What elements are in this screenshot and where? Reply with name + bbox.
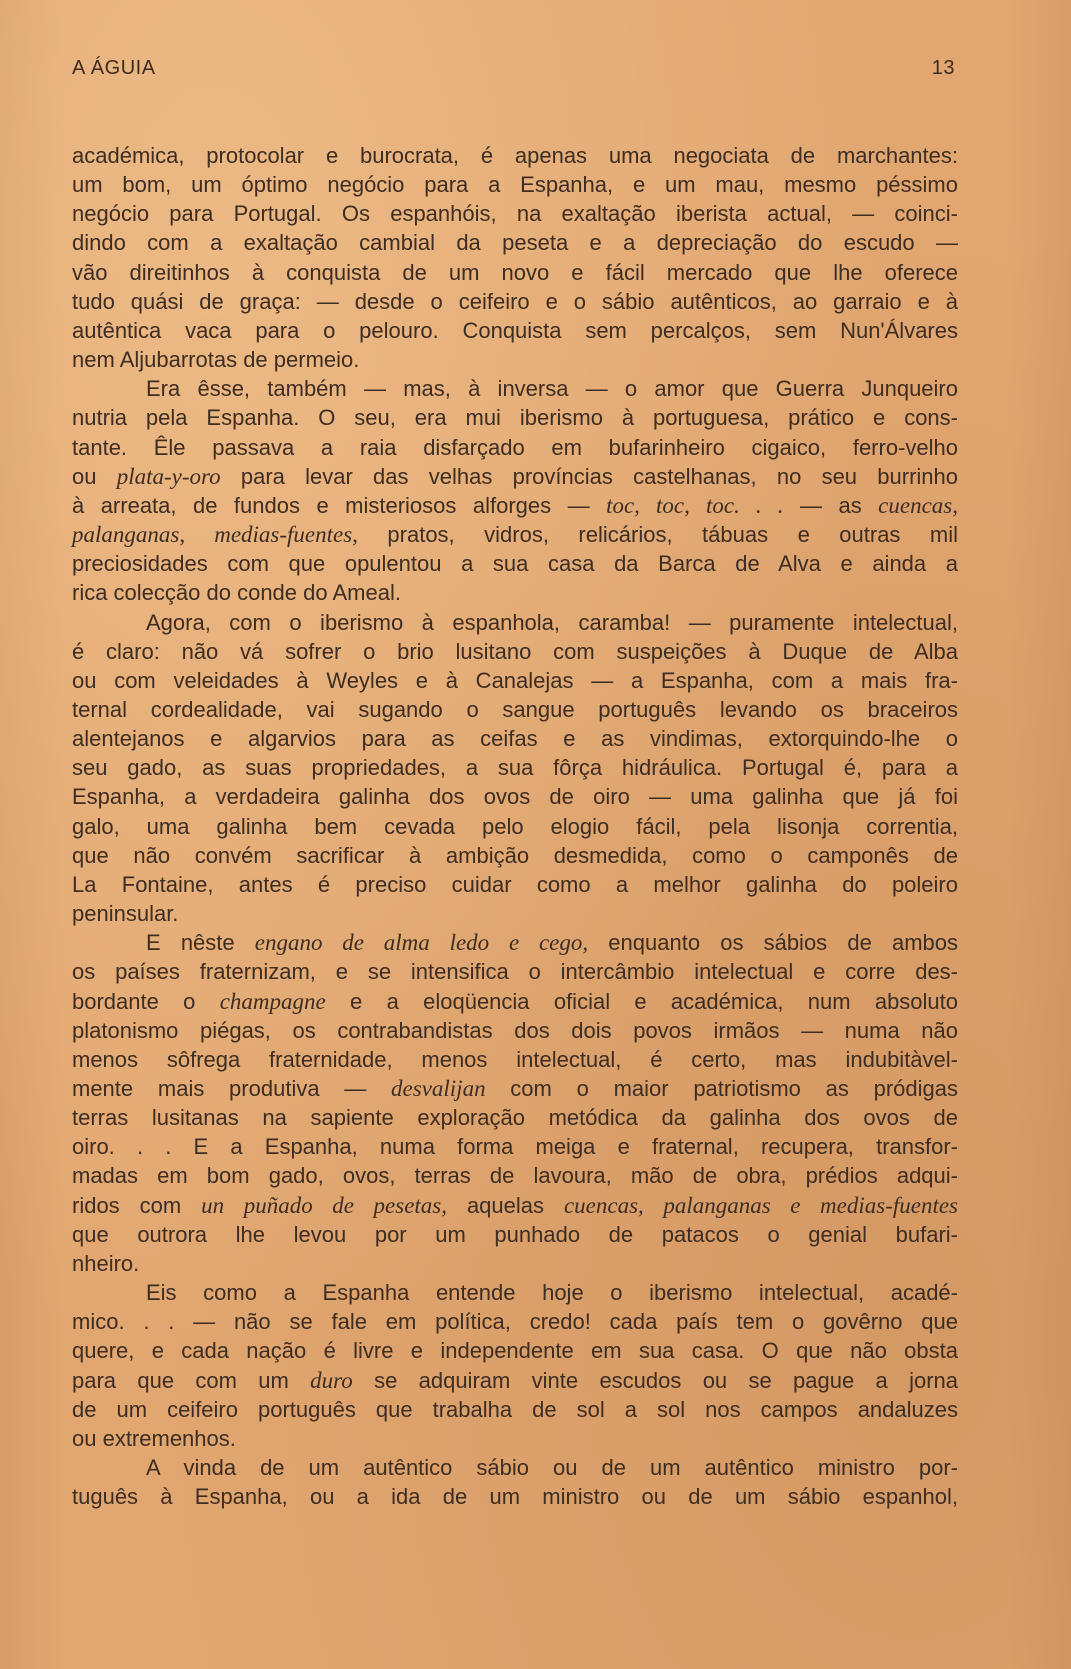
text-line	[72, 1103, 958, 1132]
text-run: E nêste	[146, 930, 255, 956]
text-run: mico. . . — não se fale em política, credo! cada país tem o govêrno que	[72, 1309, 958, 1335]
text-line	[72, 1307, 958, 1336]
text-line	[72, 753, 958, 782]
text-line	[72, 228, 958, 257]
text-run: e a eloqüencia oficial e académica, num absoluto	[325, 988, 959, 1014]
text-run: é claro: não vá sofrer o brio lusitano com suspeições à Duque de Alba	[72, 638, 958, 664]
text-line	[72, 1453, 958, 1482]
text-line	[72, 1132, 958, 1161]
text-line	[72, 608, 958, 637]
italic-phrase: desvalijan	[391, 1076, 486, 1101]
italic-phrase: champagne	[219, 988, 326, 1014]
text-run: tante. Êle passava a raia disfarçado em bufarinheiro cigaico, ferro-velho	[72, 434, 958, 460]
text-line	[72, 170, 958, 199]
text-run: autêntica vaca para o pelouro. Conquista sem percalços, sem Nun'Álvares	[72, 317, 958, 343]
page-number: 13	[931, 57, 955, 79]
text-run: que outrora lhe levou por um punhado de patacos o genial bufari-	[72, 1221, 958, 1247]
text-line	[72, 1191, 958, 1220]
text-line	[72, 199, 958, 228]
text-run: tuguês à Espanha, ou a ida de um ministro ou de um sábio espanhol,	[72, 1484, 958, 1510]
text-line	[72, 374, 958, 403]
text-line	[72, 403, 958, 432]
text-run: peninsular.	[72, 901, 179, 927]
text-run: dindo com a exaltação cambial da peseta e a depreciação do escudo —	[72, 230, 958, 256]
text-run: se adquiram vinte escudos ou se pague a jorna	[352, 1367, 959, 1393]
italic-phrase: cuencas,	[878, 492, 958, 518]
text-run: académica, protocolar e burocrata, é apenas uma negociata de marchantes:	[72, 143, 958, 168]
text-line	[72, 433, 958, 462]
running-title: A ÁGUIA	[72, 57, 156, 79]
text-line	[72, 258, 958, 287]
text-run: à arreata, de fundos e misteriosos alforges —	[72, 492, 607, 518]
text-line	[72, 462, 958, 491]
text-line	[72, 1366, 958, 1395]
text-line	[72, 345, 958, 374]
text-line	[72, 287, 958, 316]
text-line	[72, 1045, 958, 1074]
text-line	[72, 1395, 958, 1424]
text-run: menos sôfrega fraternidade, menos intelectual, é certo, mas indubitàvel-	[72, 1046, 958, 1072]
text-run: ridos com	[72, 1192, 202, 1218]
text-line	[72, 1278, 958, 1307]
text-run: oiro. . . E a Espanha, numa forma meiga e fraternal, recupera, transfor-	[72, 1134, 958, 1160]
text-run: platonismo piégas, os contrabandistas dos dois povos irmãos — numa não	[72, 1017, 958, 1043]
text-run: Eis como a Espanha entende hoje o iberismo intelectual, acadé-	[146, 1280, 958, 1306]
text-run: seu gado, as suas propriedades, a sua fôrça hidráulica. Portugal é, para a	[72, 755, 958, 781]
italic-phrase: engano de alma ledo e cego,	[254, 930, 589, 956]
text-line	[72, 666, 958, 695]
text-run: preciosidades com que opulentou a sua casa da Barca de Alva e ainda a	[72, 551, 958, 577]
text-line	[72, 491, 958, 520]
text-line	[72, 928, 958, 957]
text-run: negócio para Portugal. Os espanhóis, na exaltação iberista actual, — coinci-	[72, 201, 958, 227]
text-run: nheiro.	[72, 1250, 140, 1276]
text-run: pratos, vidros, relicários, tábuas e outras mil	[357, 522, 959, 548]
text-run: mente mais produtiva —	[72, 1076, 392, 1101]
text-line	[72, 1482, 958, 1511]
italic-phrase: cuencas, palanganas e medias-fuentes	[563, 1192, 959, 1218]
text-run: Era êsse, também — mas, à inversa — o amor que Guerra Junqueiro	[146, 376, 958, 402]
text-run: — as	[783, 492, 879, 518]
text-run: aquelas	[447, 1192, 564, 1218]
text-line	[72, 1249, 958, 1278]
text-run: um bom, um óptimo negócio para a Espanha, e um mau, mesmo péssimo	[72, 172, 958, 198]
text-run: ou	[72, 463, 117, 489]
text-line	[72, 695, 958, 724]
text-line	[72, 812, 958, 841]
text-line	[72, 141, 958, 170]
italic-phrase: plata-y-oro	[116, 463, 221, 489]
text-line	[72, 841, 958, 870]
text-run: para levar das velhas províncias castelhanas, no seu burrinho	[220, 463, 958, 489]
text-line	[72, 870, 958, 899]
text-run: quere, e cada nação é livre e independente em sua casa. O que não obsta	[72, 1338, 958, 1364]
text-run: madas em bom gado, ovos, terras de lavoura, mão de obra, prédios adqui-	[72, 1163, 958, 1189]
text-run: nem Aljubarrotas de permeio.	[72, 347, 360, 373]
text-run: com o maior patriotismo as pródigas	[485, 1076, 959, 1101]
text-run: A vinda de um autêntico sábio ou de um autêntico ministro por-	[146, 1455, 958, 1481]
text-line	[72, 1016, 958, 1045]
text-line	[72, 987, 958, 1016]
italic-phrase: duro	[310, 1367, 353, 1393]
text-run: Agora, com o iberismo à espanhola, caramba! — puramente intelectual,	[146, 609, 958, 635]
text-run: ou com veleidades à Weyles e à Canalejas — a Espanha, com a mais fra-	[72, 667, 958, 693]
text-run: Espanha, a verdadeira galinha dos ovos de oiro — uma galinha que já foi	[72, 784, 958, 810]
text-line	[72, 724, 958, 753]
text-run: terras lusitanas na sapiente exploração metódica da galinha dos ovos de	[72, 1105, 958, 1131]
text-line	[72, 316, 958, 345]
text-line	[72, 1220, 958, 1249]
text-run: que não convém sacrificar à ambição desmedida, como o camponês de	[72, 842, 958, 868]
text-run: para que com um	[72, 1367, 311, 1393]
italic-phrase: palanganas, medias-fuentes,	[72, 522, 358, 548]
text-run: de um ceifeiro português que trabalha de sol a sol nos campos andaluzes	[72, 1396, 958, 1422]
text-run: nutria pela Espanha. O seu, era mui iberismo à portuguesa, prático e cons-	[72, 405, 958, 431]
text-line	[72, 1161, 958, 1190]
text-line	[72, 637, 958, 666]
body-text	[72, 141, 958, 1511]
text-line	[72, 1074, 958, 1103]
text-run: tudo quási de graça: — desde o ceifeiro e o sábio autênticos, ao garraio e à	[72, 288, 958, 314]
text-line	[72, 899, 958, 928]
italic-phrase: toc, toc, toc. . .	[606, 492, 784, 518]
text-run: os países fraternizam, e se intensifica o intercâmbio intelectual e corre des-	[72, 959, 958, 985]
text-run: enquanto os sábios de ambos	[588, 930, 958, 956]
text-line	[72, 549, 958, 578]
text-run: ou extremenhos.	[72, 1425, 236, 1451]
text-run: alentejanos e algarvios para as ceifas e as vindimas, extorquindo-lhe o	[72, 726, 958, 752]
italic-phrase: un puñado de pesetas,	[201, 1192, 448, 1218]
text-line	[72, 578, 958, 607]
text-run: vão direitinhos à conquista de um novo e fácil mercado que lhe oferece	[72, 259, 958, 285]
text-run: La Fontaine, antes é preciso cuidar como a melhor galinha do poleiro	[72, 871, 958, 897]
text-line	[72, 520, 958, 549]
running-head	[72, 57, 955, 87]
text-run: bordante o	[72, 988, 220, 1014]
text-run: ternal cordealidade, vai sugando o sangue português levando os braceiros	[72, 696, 958, 722]
text-line	[72, 957, 958, 986]
text-line	[72, 782, 958, 811]
text-line	[72, 1424, 958, 1453]
text-run: galo, uma galinha bem cevada pelo elogio fácil, pela lisonja correntia,	[72, 813, 958, 839]
text-line	[72, 1336, 958, 1365]
text-run: rica colecção do conde do Ameal.	[72, 580, 401, 606]
